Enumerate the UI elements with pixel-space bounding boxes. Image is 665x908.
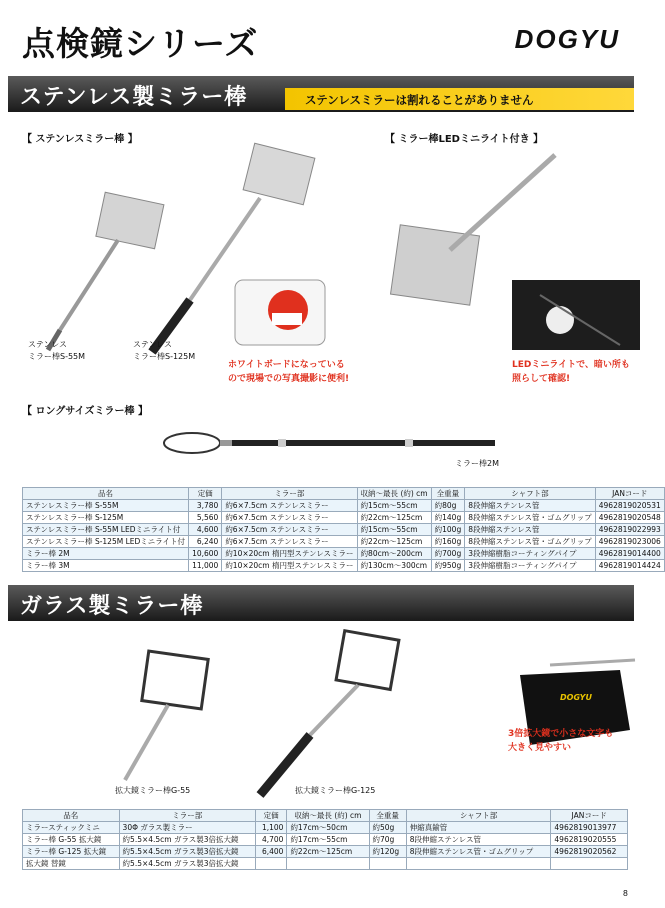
- table-row: [23, 822, 628, 834]
- col-header: シャフト部: [406, 810, 551, 822]
- note-magnifier-line1: 3倍拡大鏡で小さな文字も: [508, 729, 614, 739]
- cell: 約10×20cm 楕円型ステンレスミラー: [222, 548, 357, 560]
- cell: ミラー棒 G-125 拡大鏡: [23, 846, 120, 858]
- section-title-stainless: ステンレス製ミラー棒: [20, 85, 248, 110]
- table-row: [23, 548, 665, 560]
- cell: 約50g: [369, 822, 406, 834]
- caption-s125: [133, 339, 195, 363]
- whiteboard-illustration: [235, 280, 325, 345]
- col-header: 品名: [23, 488, 189, 500]
- cell: [255, 858, 287, 870]
- led-photo: [512, 280, 640, 350]
- col-header: 収納～最長 (約) cm: [287, 810, 369, 822]
- cell: [551, 858, 628, 870]
- notice-text: ステンレスミラーは割れることがありません: [305, 93, 534, 107]
- table-header-row: [23, 810, 628, 822]
- cell: 約100g: [431, 524, 465, 536]
- table-row: [23, 536, 665, 548]
- cell: 約5.5×4.5cm ガラス製3倍拡大鏡: [119, 834, 255, 846]
- cell: 1,100: [255, 822, 287, 834]
- note-whiteboard-line1: ホワイトボードになっている: [228, 360, 345, 370]
- cell: 約15cm～55cm: [357, 524, 431, 536]
- cell: 11,000: [189, 560, 222, 572]
- table-row: [23, 834, 628, 846]
- col-header: 定価: [255, 810, 287, 822]
- cell: [406, 858, 551, 870]
- note-led-line1: LEDミニライトで、暗い所も: [512, 360, 630, 370]
- caption-g55: 拡大鏡ミラー棒G-55: [115, 786, 191, 795]
- cell: 約6×7.5cm ステンレスミラー: [222, 512, 357, 524]
- col-header: ミラー部: [119, 810, 255, 822]
- spec-table-glass: [22, 809, 628, 870]
- mirror-g125-illustration: [260, 631, 399, 795]
- cell: 約15cm～55cm: [357, 500, 431, 512]
- cell: 約6×7.5cm ステンレスミラー: [222, 500, 357, 512]
- cell: 約22cm～125cm: [287, 846, 369, 858]
- cell: 約17cm～50cm: [287, 822, 369, 834]
- cell: 4962819020531: [595, 500, 664, 512]
- cell: 5,560: [189, 512, 222, 524]
- cell: 約120g: [369, 846, 406, 858]
- cell: 約22cm～125cm: [357, 536, 431, 548]
- cell: 約80g: [431, 500, 465, 512]
- cell: 4962819022993: [595, 524, 664, 536]
- note-led: [512, 358, 630, 386]
- cell: 4,600: [189, 524, 222, 536]
- col-header: 定価: [189, 488, 222, 500]
- col-header: ミラー部: [222, 488, 357, 500]
- cell: 30Φ ガラス製ミラー: [119, 822, 255, 834]
- page-title: 点検鏡シリーズ: [22, 24, 259, 63]
- cell: 8段伸縮ステンレス管: [465, 500, 596, 512]
- caption-s125-line2: ミラー棒S-125M: [133, 352, 196, 361]
- cell: 約5.5×4.5cm ガラス製3倍拡大鏡: [119, 858, 255, 870]
- table-header-row: [23, 488, 665, 500]
- cell: 約6×7.5cm ステンレスミラー: [222, 524, 357, 536]
- group-label-stainless: 【 ステンレスミラー棒 】: [22, 134, 138, 145]
- caption-2m: ミラー棒2M: [455, 459, 499, 468]
- caption-s125-line1: ステンレス: [133, 340, 172, 349]
- cell: 約6×7.5cm ステンレスミラー: [222, 536, 357, 548]
- table-row: [23, 560, 665, 572]
- cell: 約22cm～125cm: [357, 512, 431, 524]
- note-magnifier: [508, 727, 613, 755]
- cell: 4,700: [255, 834, 287, 846]
- col-header: JANコード: [551, 810, 628, 822]
- cell: 約160g: [431, 536, 465, 548]
- cell: ステンレスミラー棒 S-55M: [23, 500, 189, 512]
- cell: 約10×20cm 楕円型ステンレスミラー: [222, 560, 357, 572]
- cell: 約140g: [431, 512, 465, 524]
- cell: 10,600: [189, 548, 222, 560]
- section-title-glass: ガラス製ミラー棒: [20, 594, 204, 619]
- group-label-long: 【 ロングサイズミラー棒 】: [22, 406, 148, 417]
- cell: 約130cm～300cm: [357, 560, 431, 572]
- table-row: [23, 846, 628, 858]
- cell: 約80cm～200cm: [357, 548, 431, 560]
- cell: 約5.5×4.5cm ガラス製3倍拡大鏡: [119, 846, 255, 858]
- cell: [369, 858, 406, 870]
- cell: 4962819020562: [551, 846, 628, 858]
- table-row: [23, 512, 665, 524]
- cell: ミラースティックミニ: [23, 822, 120, 834]
- pouch-brand: DOGYU: [560, 693, 592, 702]
- page-number: 8: [622, 889, 628, 898]
- col-header: 全重量: [431, 488, 465, 500]
- cell: 4962819020555: [551, 834, 628, 846]
- cell: 4962819023006: [595, 536, 664, 548]
- caption-s55-line1: ステンレス: [28, 340, 67, 349]
- spec-table-stainless: [22, 487, 665, 572]
- cell: 6,240: [189, 536, 222, 548]
- cell: 8段伸縮ステンレス管・ゴムグリップ: [465, 536, 596, 548]
- cell: ステンレスミラー棒 S-125M: [23, 512, 189, 524]
- mirror-s55-illustration: [48, 192, 164, 350]
- cell: ステンレスミラー棒 S-55M LEDミニライト付: [23, 524, 189, 536]
- cell: ミラー棒 2M: [23, 548, 189, 560]
- caption-g125: 拡大鏡ミラー棒G-125: [295, 786, 376, 795]
- cell: 4962819020548: [595, 512, 664, 524]
- cell: [287, 858, 369, 870]
- caption-s55: [28, 339, 85, 363]
- mirror-g55-illustration: [125, 651, 208, 780]
- caption-s55-line2: ミラー棒S-55M: [28, 352, 86, 361]
- cell: 4962819013977: [551, 822, 628, 834]
- group-label-led: 【 ミラー棒LEDミニライト付き 】: [385, 134, 544, 145]
- table-row: [23, 500, 665, 512]
- cell: ミラー棒 G-55 拡大鏡: [23, 834, 120, 846]
- cell: 6,400: [255, 846, 287, 858]
- cell: ミラー棒 3M: [23, 560, 189, 572]
- cell: 伸縮真鍮管: [406, 822, 551, 834]
- brand-logo: DOGYU: [514, 24, 620, 54]
- product-illustrations-glass: [20, 625, 640, 810]
- col-header: JANコード: [595, 488, 664, 500]
- table-row: [23, 858, 628, 870]
- note-whiteboard: [228, 358, 349, 386]
- cell: 約700g: [431, 548, 465, 560]
- cell: 3段伸縮樹脂コーティングパイプ: [465, 560, 596, 572]
- cell: 8段伸縮ステンレス管: [406, 834, 551, 846]
- cell: 拡大鏡 替鏡: [23, 858, 120, 870]
- cell: 8段伸縮ステンレス管: [465, 524, 596, 536]
- col-header: 品名: [23, 810, 120, 822]
- cell: 約950g: [431, 560, 465, 572]
- cell: 4962819014424: [595, 560, 664, 572]
- cell: 3段伸縮樹脂コーティングパイプ: [465, 548, 596, 560]
- cell: 8段伸縮ステンレス管・ゴムグリップ: [465, 512, 596, 524]
- note-magnifier-line2: 大きく見やすい: [508, 743, 572, 753]
- col-header: 収納～最長 (約) cm: [357, 488, 431, 500]
- cell: 3,780: [189, 500, 222, 512]
- note-led-line2: 照らして確認!: [512, 374, 571, 384]
- col-header: シャフト部: [465, 488, 596, 500]
- cell: 約17cm～55cm: [287, 834, 369, 846]
- col-header: 全重量: [369, 810, 406, 822]
- note-whiteboard-line2: ので現場での写真撮影に便利!: [228, 374, 350, 384]
- cell: 4962819014400: [595, 548, 664, 560]
- table-row: [23, 524, 665, 536]
- cell: ステンレスミラー棒 S-125M LEDミニライト付: [23, 536, 189, 548]
- cell: 8段伸縮ステンレス管・ゴムグリップ: [406, 846, 551, 858]
- cell: 約70g: [369, 834, 406, 846]
